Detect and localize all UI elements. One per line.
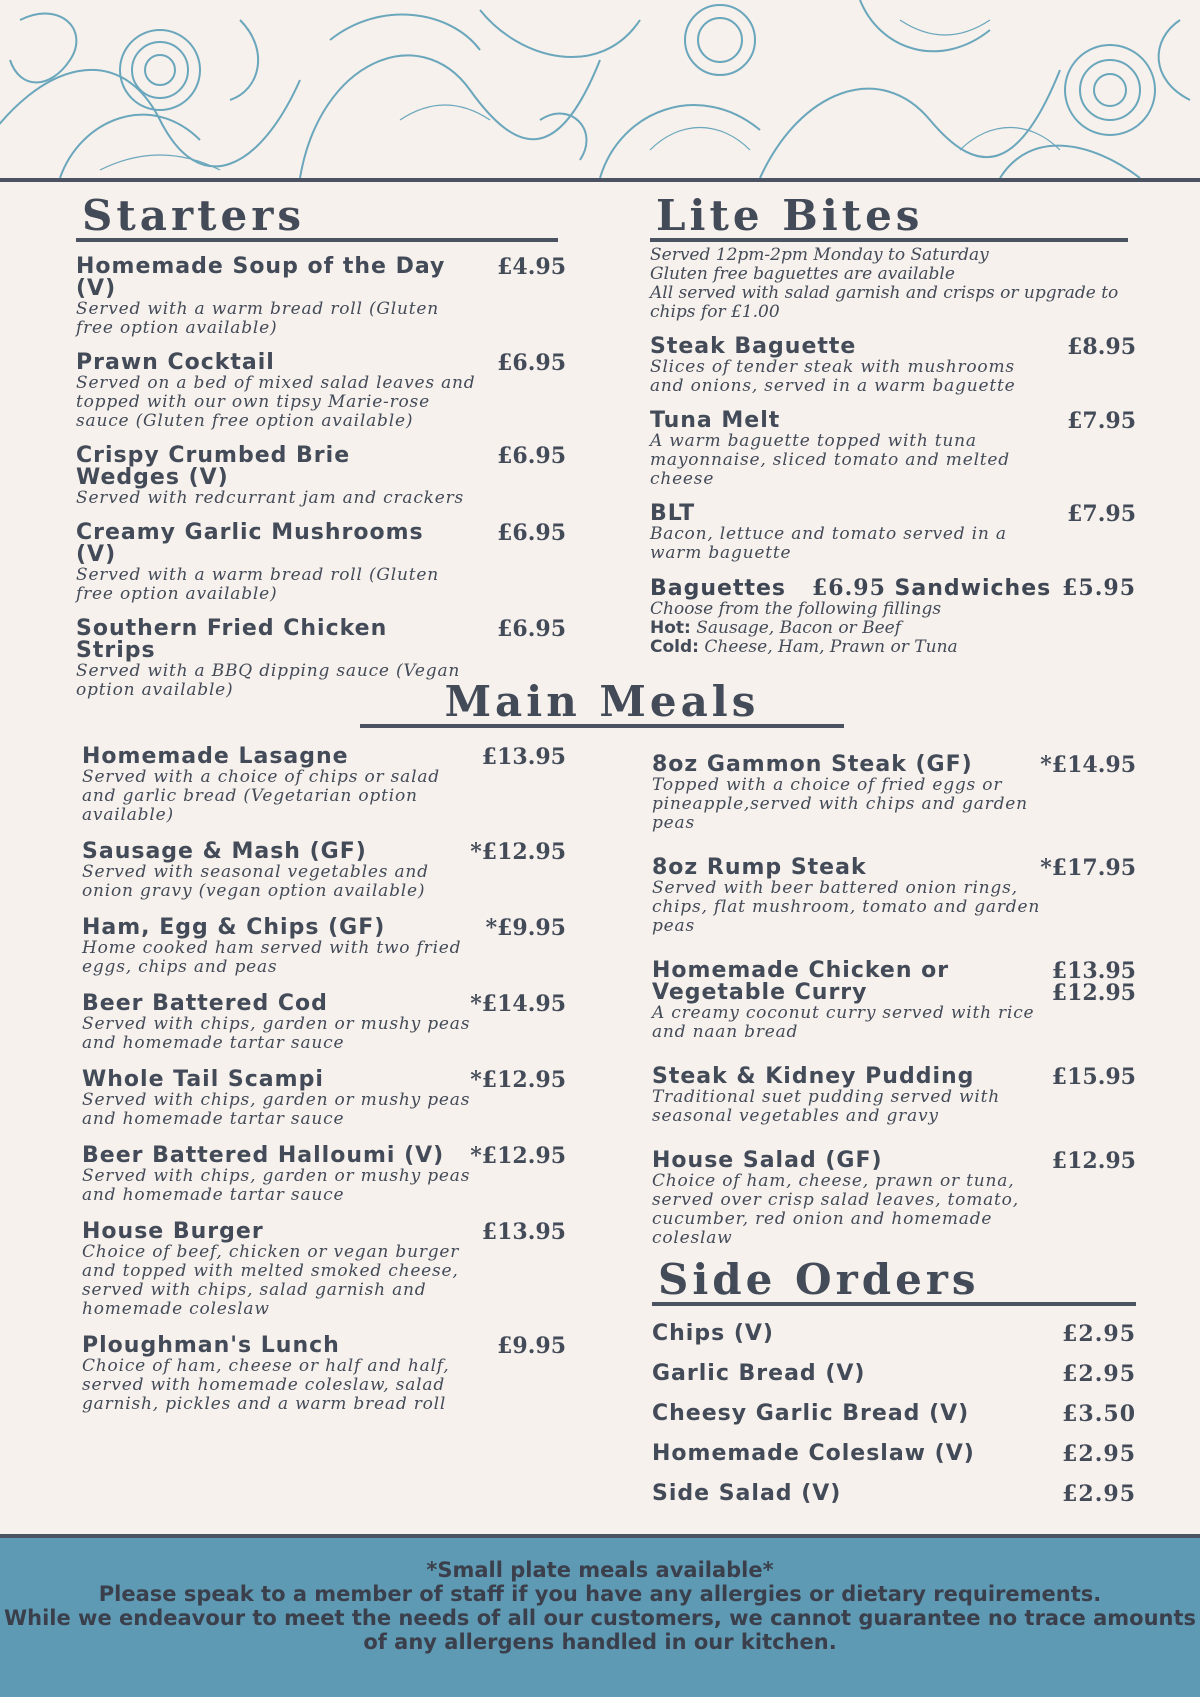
allergen-footer: [0, 1534, 1200, 1697]
menu-item-name: Steak Baguette: [650, 334, 857, 359]
menu-item-price: *£17.95: [1040, 855, 1136, 881]
side-orders-heading: Side Orders: [652, 1258, 1136, 1306]
menu-item-description: Served with seasonal vegetables and onion gravy (vegan option available): [82, 862, 429, 901]
menu-item-price: £4.95: [497, 254, 566, 280]
main-meals-left-list: [82, 746, 566, 1414]
menu-item-name: Ploughman's Lunch: [82, 1333, 340, 1358]
lite-bites-section: [650, 191, 1136, 657]
menu-item-price: £13.95: [1051, 958, 1136, 984]
menu-item-name: Homemade Soup of the Day (V): [76, 254, 446, 301]
menu-item: [652, 857, 1136, 936]
menu-item-price: £12.95: [1051, 1148, 1136, 1174]
menu-item-price-alt: £12.95: [1051, 980, 1136, 1006]
menu-item-description: Slices of tender steak with mushrooms and onions, served in a warm baguette: [650, 357, 1016, 396]
menu-item-description: Home cooked ham served with two fried eggs, chips and peas: [82, 938, 462, 977]
menu-item-price: £6.95: [497, 616, 566, 642]
side-orders-list: [652, 1314, 1136, 1514]
menu-item: [652, 1150, 1136, 1248]
sandwiches-name: Sandwiches: [894, 576, 1052, 601]
menu-item-price: *£12.95: [470, 1067, 566, 1093]
menu-item-description: Served with a warm bread roll (Gluten free option available): [76, 565, 440, 604]
menu-item-price: £15.95: [1051, 1064, 1136, 1090]
menu-item: [650, 410, 1136, 489]
hot-fillings: Sausage, Bacon or Beef: [696, 618, 901, 638]
side-order-name: Chips (V): [652, 1321, 774, 1346]
fillings-intro: Choose from the following fillings: [650, 599, 942, 619]
side-order-name: Homemade Coleslaw (V): [652, 1441, 975, 1466]
allergy-note: Please speak to a member of staff if you have any allergies or dietary requirements.: [98, 1582, 1102, 1606]
allergen-disclaimer: While we endeavour to meet the needs of all our customers, we cannot guarantee no trace amounts of any allergens handled in our kitchen.: [3, 1606, 1197, 1654]
side-order-price: £2.95: [1062, 1361, 1136, 1387]
menu-item-description: Served with redcurrant jam and crackers: [76, 488, 465, 508]
baguettes-price: £6.95: [811, 575, 886, 601]
menu-item-price: £9.95: [497, 1333, 566, 1359]
baguettes-sandwiches-item: [650, 577, 1136, 657]
main-meals-heading: Main Meals: [360, 680, 844, 728]
menu-item-name: Homemade Chicken or Vegetable Curry: [652, 958, 950, 1005]
menu-item-name: Ham, Egg & Chips (GF): [82, 915, 386, 940]
menu-item-description: Choice of ham, cheese, prawn or tuna, served over crisp salad leaves, tomato, cucumber, red onion and homemade coleslaw: [652, 1171, 1019, 1248]
menu-item: [650, 503, 1136, 563]
menu-item: [652, 960, 1136, 1042]
small-plates-note: *Small plate meals available*: [426, 1558, 774, 1582]
menu-item-name: Homemade Lasagne: [82, 744, 349, 769]
menu-item-price: £7.95: [1067, 408, 1136, 434]
menu-item-name: 8oz Rump Steak: [652, 855, 867, 880]
menu-item: [82, 841, 566, 901]
menu-item-price: *£12.95: [470, 839, 566, 865]
menu-item: [76, 445, 566, 508]
starters-section: [76, 191, 566, 700]
menu-item-description: A creamy coconut curry served with rice and naan bread: [652, 1003, 1035, 1042]
baguettes-name: Baguettes: [650, 576, 786, 601]
menu-item-name: BLT: [650, 501, 696, 526]
main-meals-right-list: [652, 754, 1136, 1248]
menu-item-price: £6.95: [497, 350, 566, 376]
cold-label: Cold:: [650, 637, 699, 657]
menu-item-name: Beer Battered Cod: [82, 991, 328, 1016]
menu-item-price: *£14.95: [1040, 752, 1136, 778]
menu-item-description: Served with a warm bread roll (Gluten free option available): [76, 299, 440, 338]
menu-item-description: Served with a BBQ dipping sauce (Vegan option available): [76, 661, 461, 700]
menu-item-price: £13.95: [481, 744, 566, 770]
menu-item-description: Topped with a choice of fried eggs or pineapple,served with chips and garden peas: [652, 775, 1028, 833]
menu-item: [82, 1069, 566, 1129]
menu-item-name: House Salad (GF): [652, 1148, 883, 1173]
floral-pattern-icon: [0, 0, 1200, 178]
menu-item-description: Choice of ham, cheese or half and half, served with homemade coleslaw, salad garnish, pickles and a warm bread roll: [82, 1356, 450, 1414]
menu-item: [650, 336, 1136, 396]
menu-item-price: *£12.95: [470, 1143, 566, 1169]
lite-bites-notes: [650, 246, 1136, 322]
menu-item-description: Bacon, lettuce and tomato served in a warm baguette: [650, 524, 1007, 563]
menu-item: [82, 917, 566, 977]
menu-item: [82, 1335, 566, 1414]
menu-item-price: [1052, 960, 1136, 1004]
menu-item-name: Sausage & Mash (GF): [82, 839, 367, 864]
menu-item-price: £6.95: [497, 443, 566, 469]
menu-item-name: House Burger: [82, 1219, 264, 1244]
lite-bites-list: [650, 336, 1136, 563]
side-order-price: £2.95: [1062, 1441, 1136, 1467]
lite-bites-note: Served 12pm-2pm Monday to Saturday: [650, 245, 989, 265]
menu-item-description: Served with chips, garden or mushy peas and homemade tartar sauce: [82, 1090, 471, 1129]
side-order-item: [652, 1354, 1136, 1394]
side-order-price: £3.50: [1062, 1401, 1136, 1427]
menu-item-price: £13.95: [481, 1219, 566, 1245]
menu-item: [76, 256, 566, 338]
main-meals-right: [652, 730, 1136, 1248]
side-orders-section: [652, 1255, 1136, 1514]
menu-item-description: Choice of beef, chicken or vegan burger and topped with melted smoked cheese, served with chips, salad garnish and homemade coleslaw: [82, 1242, 460, 1319]
side-order-item: [652, 1394, 1136, 1434]
cold-fillings: Cheese, Ham, Prawn or Tuna: [704, 637, 958, 657]
side-order-name: Garlic Bread (V): [652, 1361, 866, 1386]
menu-item-price: £8.95: [1067, 334, 1136, 360]
menu-item: [82, 993, 566, 1053]
menu-item-price: £6.95: [497, 520, 566, 546]
menu-item-description: A warm baguette topped with tuna mayonnaise, sliced tomato and melted cheese: [650, 431, 1010, 489]
side-order-item: [652, 1434, 1136, 1474]
menu-item-price: *£14.95: [470, 991, 566, 1017]
menu-item: [76, 352, 566, 431]
main-meals-left: [82, 730, 566, 1414]
side-order-name: Side Salad (V): [652, 1481, 842, 1506]
menu-item-description: Served with a choice of chips or salad and garlic bread (Vegetarian option available): [82, 767, 440, 825]
side-order-price: £2.95: [1062, 1481, 1136, 1507]
side-order-item: [652, 1314, 1136, 1354]
side-order-price: £2.95: [1062, 1321, 1136, 1347]
menu-item-description: Served with chips, garden or mushy peas and homemade tartar sauce: [82, 1014, 471, 1053]
menu-item-name: Southern Fried Chicken Strips: [76, 616, 388, 663]
menu-item: [652, 1066, 1136, 1126]
menu-item: [652, 754, 1136, 833]
menu-item-description: Served with chips, garden or mushy peas and homemade tartar sauce: [82, 1166, 471, 1205]
hot-label: Hot:: [650, 618, 691, 638]
side-order-name: Cheesy Garlic Bread (V): [652, 1401, 970, 1426]
menu-item-name: Tuna Melt: [650, 408, 781, 433]
menu-item: [82, 746, 566, 825]
menu-item: [82, 1221, 566, 1319]
floral-banner: [0, 0, 1200, 182]
starters-list: [76, 256, 566, 700]
menu-item-name: Crispy Crumbed Brie Wedges (V): [76, 443, 351, 490]
main-meals-heading-wrap: [360, 677, 844, 728]
menu-item-description: Served with beer battered onion rings, chips, flat mushroom, tomato and garden peas: [652, 878, 1041, 936]
menu-item-description: Traditional suet pudding served with seasonal vegetables and gravy: [652, 1087, 1001, 1126]
menu-item-name: Creamy Garlic Mushrooms (V): [76, 520, 424, 567]
starters-heading: Starters: [76, 194, 558, 242]
menu-item-description: Served on a bed of mixed salad leaves and topped with our own tipsy Marie-rose sauce (Gluten free option available): [76, 373, 476, 431]
menu-item-name: Whole Tail Scampi: [82, 1067, 324, 1092]
lite-bites-heading: Lite Bites: [650, 194, 1128, 242]
side-order-item: [652, 1474, 1136, 1514]
menu-item: [76, 522, 566, 604]
menu-item: [82, 1145, 566, 1205]
menu-item-price: £7.95: [1067, 501, 1136, 527]
menu-item-name: 8oz Gammon Steak (GF): [652, 752, 973, 777]
menu-item-name: Prawn Cocktail: [76, 350, 275, 375]
lite-bites-note: Gluten free baguettes are available: [650, 264, 955, 284]
sandwiches-price: £5.95: [1062, 575, 1136, 601]
menu-item-price: *£9.95: [485, 915, 566, 941]
menu-item-name: Beer Battered Halloumi (V): [82, 1143, 445, 1168]
lite-bites-note: All served with salad garnish and crisps or upgrade to chips for £1.00: [650, 283, 1119, 322]
menu-item-name: Steak & Kidney Pudding: [652, 1064, 975, 1089]
